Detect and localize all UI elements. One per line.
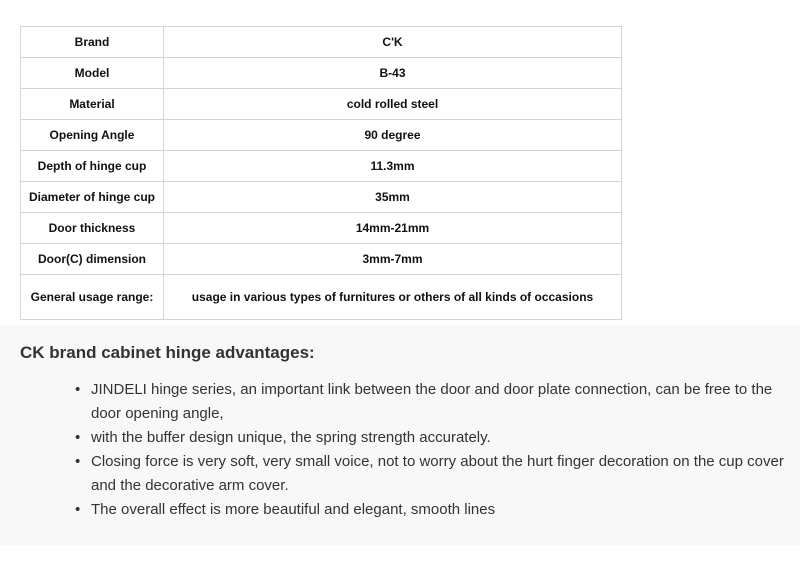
table-row	[21, 58, 622, 89]
spec-value: 14mm-21mm	[164, 213, 622, 244]
spec-label: Door(C) dimension	[21, 244, 164, 275]
table-row	[21, 244, 622, 275]
bullet-icon: •	[75, 429, 81, 446]
list-item	[75, 378, 785, 426]
bullet-icon: •	[75, 453, 81, 470]
advantages-heading: CK brand cabinet hinge advantages:	[20, 343, 315, 362]
spec-label: Material	[21, 89, 164, 120]
spec-value: 90 degree	[164, 120, 622, 151]
spec-label: Depth of hinge cup	[21, 151, 164, 182]
table-row	[21, 213, 622, 244]
bullet-icon: •	[75, 501, 81, 518]
spec-table	[20, 26, 622, 320]
table-row	[21, 151, 622, 182]
list-item	[75, 426, 785, 450]
spec-label: General usage range:	[21, 275, 164, 320]
list-item-text: The overall effect is more beautiful and elegant, smooth lines	[91, 501, 496, 518]
list-item	[75, 450, 785, 498]
spec-value: 3mm-7mm	[164, 244, 622, 275]
list-item-text: JINDELI hinge series, an important link between the door and door plate connection, can be free to the door opening angle,	[91, 381, 773, 422]
spec-value: cold rolled steel	[164, 89, 622, 120]
spec-label: Opening Angle	[21, 120, 164, 151]
spec-value: usage in various types of furnitures or others of all kinds of occasions	[164, 275, 622, 320]
list-item-text: with the buffer design unique, the spring strength accurately.	[91, 429, 491, 446]
spec-label: Diameter of hinge cup	[21, 182, 164, 213]
table-row	[21, 89, 622, 120]
spec-label: Door thickness	[21, 213, 164, 244]
table-row	[21, 275, 622, 320]
spec-value: B-43	[164, 58, 622, 89]
list-item-text: Closing force is very soft, very small voice, not to worry about the hurt finger decoration on the cup cover and the decorative arm cover.	[91, 453, 784, 494]
spec-value: 11.3mm	[164, 151, 622, 182]
table-row	[21, 27, 622, 58]
spec-label: Model	[21, 58, 164, 89]
spec-label: Brand	[21, 27, 164, 58]
list-item	[75, 498, 785, 522]
spec-value: 35mm	[164, 182, 622, 213]
spec-value: C'K	[164, 27, 622, 58]
bullet-icon: •	[75, 381, 81, 398]
advantages-list	[75, 378, 785, 522]
table-row	[21, 120, 622, 151]
table-row	[21, 182, 622, 213]
